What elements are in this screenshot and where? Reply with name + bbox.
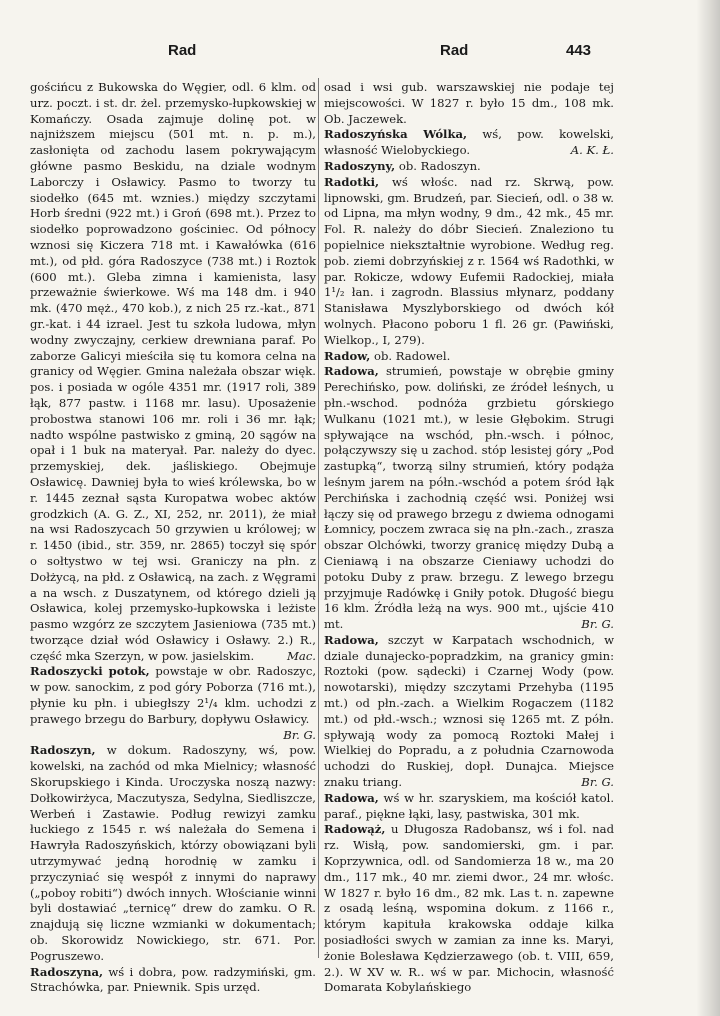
entry — [30, 743, 316, 964]
entry-headword: Radowa, — [324, 364, 379, 379]
entry-headword: Radoszyn, — [30, 743, 96, 758]
entry-text: ob. Radoszyn. — [398, 158, 481, 173]
page-header — [0, 42, 720, 62]
entry-signature: A. K. Ł. — [570, 143, 614, 158]
running-head-right: Rad — [440, 42, 469, 59]
entry-text: powstaje w obr. Radoszyc, w pow. sanockim, z pod góry Poborza (716 mt.), płynie ku płn. i ubiegłszy 2¹/₄ klm. uchodzi z prawego brzegu do Barbury, dopływu Osławicy. — [30, 664, 317, 726]
entry-text: osad i wsi gub. warszawskiej nie podaje tej miejscowości. W 1827 r. było 15 dm., 108 mk. Ob. Jaczewek. — [324, 80, 614, 126]
entry — [324, 791, 614, 823]
entry-text: ob. Radowel. — [374, 348, 451, 363]
entry — [324, 633, 614, 791]
entry — [324, 364, 614, 633]
entry-headword: Radowa, — [324, 790, 379, 805]
entry-text: wś, pow. kowelski, własność Wielobyckiego. — [324, 127, 614, 158]
running-head-left: Rad — [168, 42, 197, 59]
entry — [324, 822, 614, 996]
page-edge-shadow — [696, 0, 720, 1016]
entry — [30, 80, 316, 664]
entry-text: wś i dobra, pow. radzymiński, gm. Strachówka, par. Pniewnik. Spis urzęd. — [30, 964, 316, 995]
entry-text: wś włośc. nad rz. Skrwą, pow. lipnowski, gm. Brudzeń, par. Siecień, odl. o 38 w. od Lipna, ma młyn wodny, 9 dm., 42 mk., 45 mr. Fol. R. należy do dóbr Siecień. Znaleziono tu popielnice niekształtnie wyrobione. Według reg. pob. ziemi dobrzyńskiej z r. 1564 wś Radothki, w par. Rokicze, wdowy Eufemii Radockiej, miała 1¹/₂ łan. i zagrodn. Blassius młynarz, poddany Stanisława Myszlyborskiego od dwóch kół wolnych. Płacono poboru 1 fl. 26 gr. (Pawiński, Wielkop., I, 279). — [324, 174, 614, 347]
entry-signature: Br. G. — [581, 775, 614, 790]
entry — [324, 127, 614, 159]
entry-text: w dokum. Radoszyny, wś, pow. kowelski, na zachód od mka Mielnicy; własność Skorupskiego i Kinda. Uroczyska noszą nazwy: Dołkowirżyca, Maczutysza, Sedylna, Siedliszcze, Werbeń i Zastawie. Podług rewizyi zamku łuckiego z 1545 r. wś należała do Semena i Hawryła Radoszyńskich, którzy obowiązani byli utrzymywać jedną horodnię w zamku i przyczyniać się wespół z innymi do naprawy („poboy robiti“) dwóch innych. Włościanie winni byli dostawiać „ternicę“ drew do zamku. O R. znajdują się liczne wzmianki w dokumentach; ob. Skorowidz Nowickiego, str. 671. Por. Pogruszewo. — [30, 743, 317, 963]
entry-text: gościńcu z Bukowska do Węgier, odl. 6 klm. od urz. poczt. i st. dr. żel. przemysko-łupkowskiej w Komańczy. Osada zajmuje dolinę pot. w najniższem miejscu (501 mt. n. p. m.), zasłonięta od zachodu lasem pokrywającym główne pasmo Beskidu, na dziale wodnym Laborczy i Osławicy. Pasmo to tworzy tu siodełko (645 mt. wznies.) między szczytami Horb średni (922 mt.) i Groń (698 mt.). Przez to siodełko poprowadzono gościniec. Od północy wznosi się Kiczera 718 mt. i Kawałówka (616 mt.), od płd. góra Radoszyce (738 mt.) i Roztok (600 mt.). Gleba zimna i kamienista, lasy przeważnie świerkowe. Wś ma 148 dm. i 940 mk. (470 męż., 470 kob.), z nich 25 rz.-kat., 871 gr.-kat. i 44 izrael. Jest tu szkoła ludowa, młyn wodny zwyczajny, cerkiew drewniana paraf. Po zaborze Galicyi mieściła się tu komora celna na granicy od Węgier. Gmina należała obszar więk. pos. i posiada w ogóle 4351 mr. (1917 roli, 389 łąk, 877 pastw. i 1168 mr. lasu). Uposażenie probostwa stanowi 106 mr. roli i 36 mr. łąk; nadto wspólne pastwisko z gminą, 20 sągów na opał i 1 buk na materyał. Par. należy do dyec. przemyskiej, dek. jaśliskiego. Obejmuje Osławicę. Dawniej była to wieś królewska, bo w r. 1445 zeznał sąsta Kuropatwa wobec aktów grodzkich (A. G. Z., XI, 252, nr. 2011), że miał na wsi Radoszycach 50 grzywien u królowej; w r. 1450 (ibid., str. 359, nr. 2865) toczył się spór o sołtystwo w tej wsi. Graniczy na płn. z Dołżycą, na płd. z Osławicą, na zach. z Węgrami a na wsch. z Duszatynem, od którego dzieli ją Osławica, kolej przemysko-łupkowska i leżiste pasmo wzgórz ze szczytem Jasieniowa (735 mt.) tworzące dział wód Osławicy i Osławy. 2.) R., część mka Szerzyn, w pow. jasielskim. — [30, 80, 316, 663]
left-column — [30, 80, 316, 996]
entry-headword: Radow, — [324, 348, 371, 363]
entry-signature: Br. G. — [581, 617, 614, 632]
entry-headword: Radoszyńska Wólka, — [324, 127, 468, 142]
entry-text: u Długosza Radobansz, wś i fol. nad rz. Wisłą, pow. sandomierski, gm. i par. Koprzywnica, odl. od Sandomierza 18 w., ma 20 dm., 117 mk., 40 mr. ziemi dwor., 24 mr. włośc. W 1827 r. było 16 dm., 82 mk. Las t. n. zapewne z osadą leśną, wspomina dokum. z 1166 r., którym kapituła krakowska oddaje kilka posiadłości swych w zamian za inne ks. Maryi, żonie Bolesława Kędzierzawego (ob. t. VIII, 659, 2.). W XV w. R.. wś w par. Michocin, własność Domarata Kobylańskiego — [324, 822, 614, 995]
entry — [30, 965, 316, 997]
entry — [324, 349, 614, 365]
column-divider — [318, 78, 319, 958]
entry-signature: Br. G. — [283, 727, 316, 742]
entry — [30, 664, 316, 743]
entry-headword: Radowa, — [324, 632, 379, 647]
entry-headword: Radoszyna, — [30, 964, 104, 979]
page-number: 443 — [566, 42, 592, 59]
entry-text: strumień, powstaje w obrębie gminy Perechińsko, pow. doliński, ze źródeł leśnych, u płn.-wschod. podnóża grzbietu górskiego Wulkanu (1021 mt.), w lesie Głębokim. Strugi spływające na wschód, płn.-wsch. i północ, połączywszy się u zachod. stóp lesistej góry „Pod zastupką“, tworzą silny strumień, który podąża leśnym jarem na półn.-wschód a potem śród łąk Perchińska i zachodnią część wsi. Poniżej wsi łączy się od prawego brzegu z dwiema odnogami Łomnicy, poczem zwraca się na płn.-zach., zrasza obszar Olchówki, tworzy granicę między Dubą a Cieniawą i na obszarze Cieniawy uchodzi do potoku Duby z praw. brzegu. Z lewego brzegu przyjmuje Radówkę i Gniły potok. Długość biegu 16 klm. Źródła leżą na wys. 900 mt., ujście 410 mt. — [324, 364, 614, 632]
entry — [324, 175, 614, 349]
entry-text: szczyt w Karpatach wschodnich, w dziale dunajecko-popradzkim, na granicy gmin: Roztoki (pow. sądecki) i Czarnej Wody (pow. nowotarski), między szczytami Przehyba (1195 mt.) od płn.-zach. a Wielkim Rogaczem (1182 mt.) od płd.-wsch.; wznosi się 1265 mt. Z półn. spływają wody za pomocą Roztoki Małej i Wielkiej do Popradu, a z południa Czarnowoda uchodzi do Ruskiej, dopł. Dunajca. Miejsce znaku triang. — [324, 632, 614, 790]
entry-text: wś w hr. szaryskiem, ma kościół katol. paraf., piękne łąki, lasy, pastwiska, 301 mk. — [324, 790, 615, 821]
entry — [324, 80, 614, 127]
entry — [324, 159, 614, 175]
entry-headword: Radotki, — [324, 174, 380, 189]
entry-headword: Radoszyny, — [324, 158, 396, 173]
entry-signature: Mac. — [287, 648, 316, 663]
entry-headword: Radowąż, — [324, 822, 386, 837]
right-column — [324, 80, 614, 996]
entry-headword: Radoszycki potok, — [30, 664, 150, 679]
